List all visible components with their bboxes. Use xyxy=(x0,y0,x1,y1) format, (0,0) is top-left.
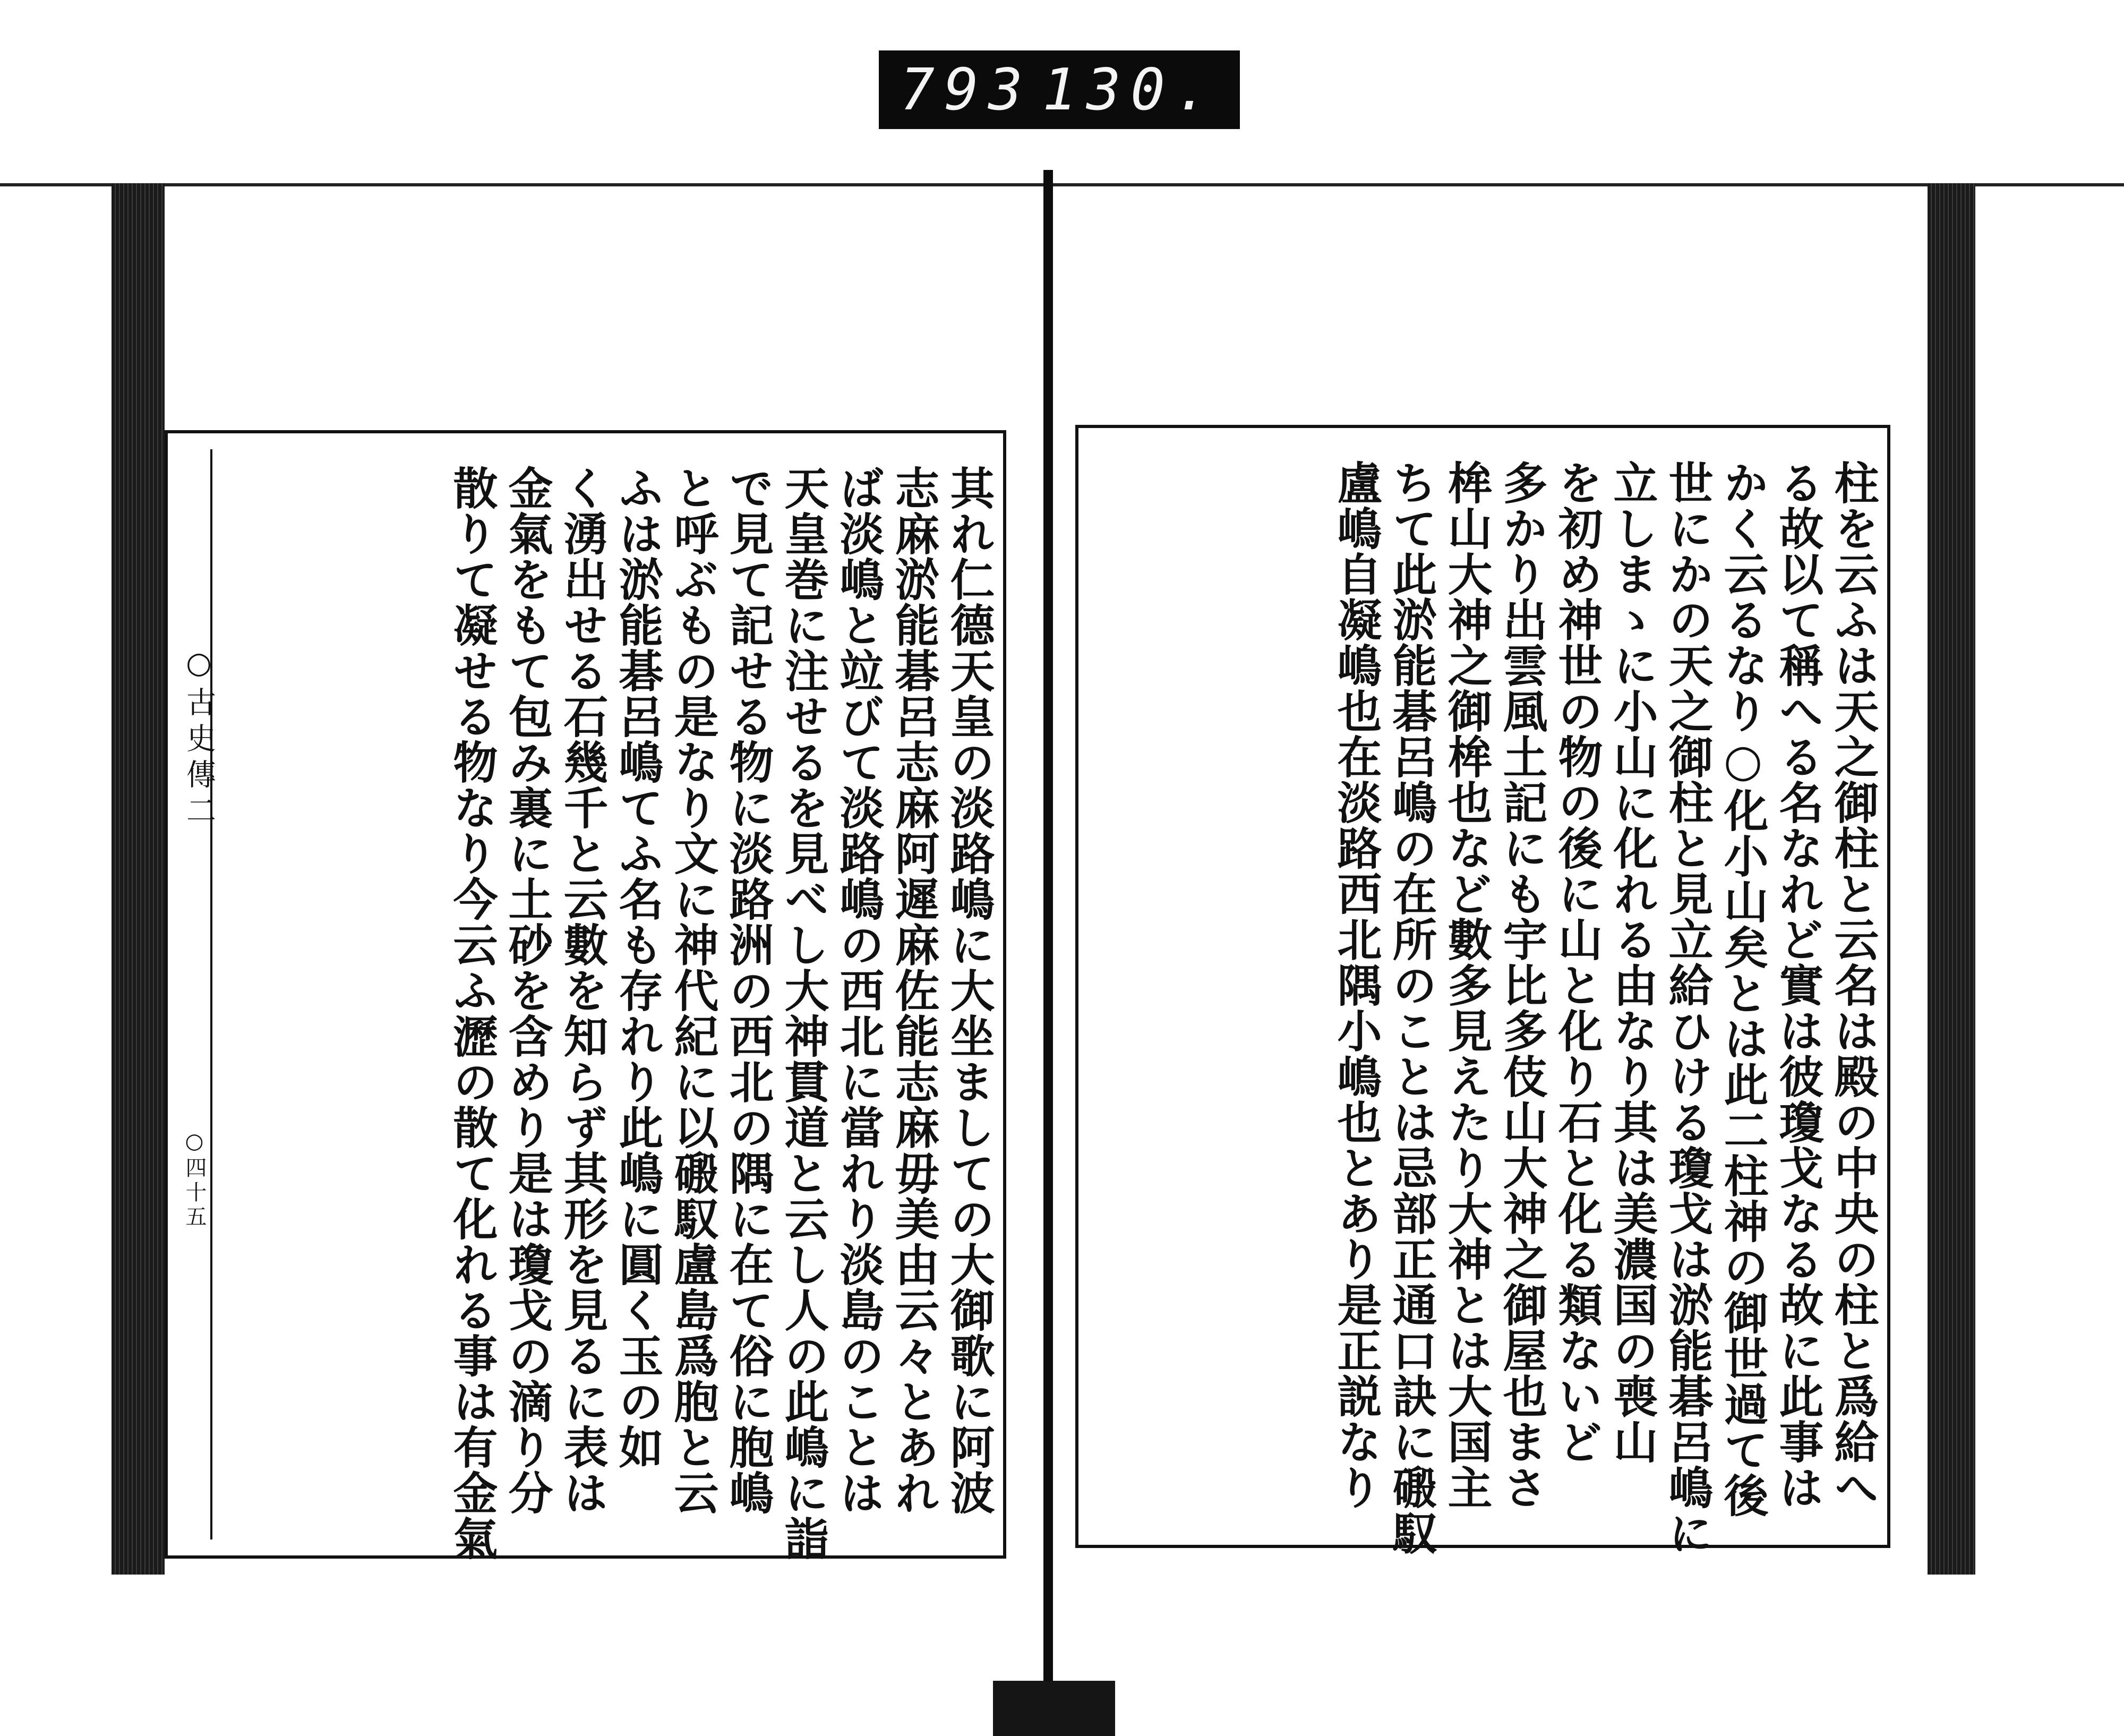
book-spine xyxy=(1043,170,1053,1736)
text-column: で見て記せる物に淡路洲の西北の隅に在て俗に胞嶋 xyxy=(722,465,775,1516)
text-column: 桙山大神之御桙也など數多見えたり大神とは大国主 xyxy=(1441,460,1493,1510)
left-page-frame xyxy=(165,430,1006,1559)
text-column: 世にかの天之御柱と見立給ひける瓊戈は淤能碁呂嶋に xyxy=(1661,460,1714,1556)
text-column: 天皇巻に注せるを見べし大神貫道と云し人の此嶋に詣 xyxy=(777,465,830,1561)
text-column: かく云るなり○化小山矣とは此二柱神の御世過て後 xyxy=(1717,460,1769,1518)
text-column: 柱を云ふは天之御柱と云名は殿の中央の柱と爲給へ xyxy=(1827,460,1880,1510)
left-margin-rule xyxy=(210,449,212,1540)
text-column: 金氣をもて包み裏に土砂を含めり是は瓊戈の滴り分 xyxy=(501,465,554,1516)
running-title: ○古史傳二 xyxy=(182,646,216,831)
page-number: ○四十五 xyxy=(182,1129,207,1230)
frame-counter-right: 130. xyxy=(1042,56,1219,123)
text-column: ば淡嶋と竝びて淡路嶋の西北に當れり淡島のことは xyxy=(833,465,885,1516)
film-border-line xyxy=(0,183,2124,186)
text-column: く湧出せる石幾千と云數を知らず其形を見るに表は xyxy=(556,465,609,1516)
text-column: ちて此淤能碁呂嶋の在所のことは忌部正通口訣に磤馭 xyxy=(1385,460,1438,1556)
bottom-clip xyxy=(993,1681,1115,1736)
text-column: 志麻淤能碁呂志麻阿遲麻佐能志麻毋美由云々とあれ xyxy=(888,465,940,1516)
text-column: を初め神世の物の後に山と化り石と化る類ないど xyxy=(1551,460,1604,1465)
left-page-edge xyxy=(112,183,165,1575)
text-column: 盧嶋自凝嶋也在淡路西北隅小嶋也とあり是正説なり xyxy=(1330,460,1383,1510)
right-text-columns xyxy=(1089,460,1880,1556)
text-column: 其れ仁德天皇の淡路嶋に大坐ましての大御歌に阿波 xyxy=(943,465,996,1516)
text-column: 散りて凝せる物なり今云ふ瀝の散て化れる事は有金氣 xyxy=(446,465,499,1561)
text-column: 多かり出雲風土記にも宇比多伎山大神之御屋也まさ xyxy=(1496,460,1548,1510)
frame-counter xyxy=(879,50,1240,129)
text-column: 立しまゝに小山に化れる由なり其は美濃国の喪山 xyxy=(1606,460,1659,1465)
right-page-frame xyxy=(1075,425,1890,1556)
frame-counter-left: 793 xyxy=(900,56,1033,123)
text-column: と呼ぶもの是なり文に神代紀に以磤馭盧島爲胞と云 xyxy=(667,465,720,1516)
text-column: る故以て稱へる名なれど實は彼瓊戈なる故に此事は xyxy=(1772,460,1825,1510)
text-column: ふは淤能碁呂嶋てふ名も存れり此嶋に圓く玉の如 xyxy=(612,465,664,1470)
left-text-columns xyxy=(226,465,996,1561)
right-page-edge xyxy=(1928,183,1975,1575)
